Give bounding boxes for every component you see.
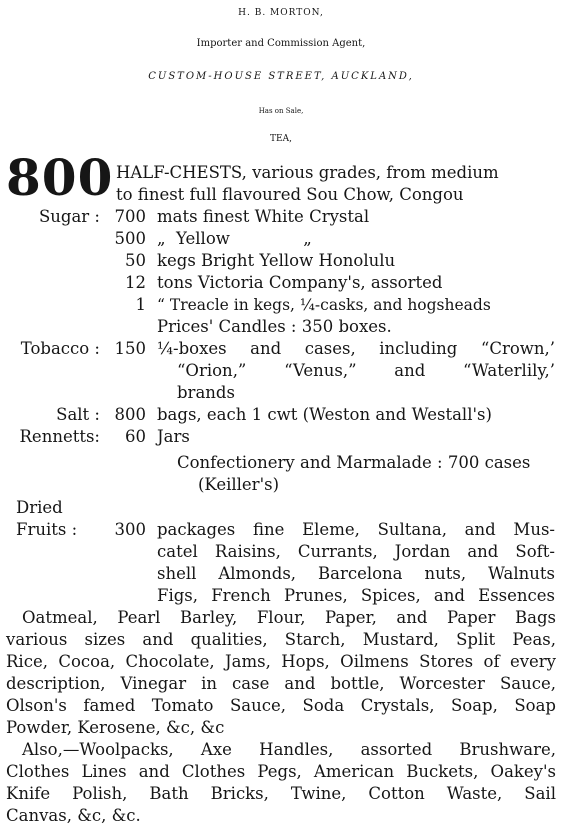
tobacco-line-3: brands: [177, 383, 235, 402]
salt-text: bags, each 1 cwt (Weston and Westall's): [157, 405, 492, 424]
dried-fruits-label-1: Dried: [16, 498, 63, 517]
tobacco-label: Tobacco :: [20, 339, 100, 358]
rennetts-qty: 60: [125, 427, 146, 446]
sugar-text-5: “ Treacle in kegs, ¼-casks, and hogsheads: [157, 296, 491, 314]
tobacco-line-2: “Orion,” “Venus,” and “Waterlily,’: [177, 361, 555, 380]
sugar-text-3: kegs Bright Yellow Honolulu: [157, 251, 396, 270]
also-line-2: Clothes Lines and Clothes Pegs, American Buckets, Oakey's: [6, 762, 556, 781]
salt-label: Salt :: [56, 405, 100, 424]
tea-quantity: 800: [6, 148, 114, 207]
oatmeal-line-3: Rice, Cocoa, Chocolate, Jams, Hops, Oilmens Stores of every: [6, 652, 556, 671]
oatmeal-line-2: various sizes and qualities, Starch, Mustard, Split Peas,: [6, 630, 556, 649]
also-line-1: Also,—Woolpacks, Axe Handles, assorted Brushware,: [22, 740, 556, 759]
merchant-title: Importer and Commission Agent,: [196, 38, 366, 49]
confectionery-line-1: Confectionery and Marmalade : 700 cases: [177, 453, 531, 472]
tea-heading: TEA,: [270, 134, 292, 144]
tea-line-2: to finest full flavoured Sou Chow, Congou: [116, 185, 464, 204]
oatmeal-line-5: Olson's famed Tomato Sauce, Soda Crystals, Soap, Soap: [6, 696, 556, 715]
oatmeal-line-4: description, Vinegar in case and bottle, Worcester Sauce,: [6, 674, 556, 693]
confectionery-line-2: (Keiller's): [198, 475, 280, 494]
sugar-qty-2: 500: [114, 229, 146, 248]
rennetts-text: Jars: [157, 427, 190, 446]
sugar-qty-5: 1: [135, 295, 146, 314]
also-line-4: Canvas, &c, &c.: [6, 806, 141, 825]
on-sale-line: Has on Sale,: [258, 107, 304, 115]
sugar-text-2: „ Yellow „: [157, 229, 312, 248]
tobacco-qty: 150: [114, 339, 146, 358]
sugar-label: Sugar :: [38, 207, 100, 226]
oatmeal-line-1: Oatmeal, Pearl Barley, Flour, Paper, and Paper Bags: [22, 608, 556, 627]
oatmeal-line-6: Powder, Kerosene, &c, &c: [6, 718, 225, 737]
also-line-3: Knife Polish, Bath Bricks, Twine, Cotton Waste, Sail: [6, 784, 556, 803]
dried-fruits-line-3: shell Almonds, Barcelona nuts, Walnuts: [157, 564, 555, 583]
dried-fruits-label-2: Fruits :: [16, 520, 78, 539]
tobacco-line-1: ¼-boxes and cases, including “Crown,’: [157, 339, 555, 358]
dried-fruits-line-1: packages fine Eleme, Sultana, and Mus-: [157, 520, 555, 539]
street-address: CUSTOM-HOUSE STREET, AUCKLAND,: [148, 71, 414, 82]
dried-fruits-qty: 300: [114, 520, 146, 539]
sugar-text-4: tons Victoria Company's, assorted: [157, 273, 443, 292]
sugar-qty-4: 12: [125, 273, 146, 292]
dried-fruits-line-2: catel Raisins, Currants, Jordan and Soft-: [157, 542, 555, 561]
sugar-qty-3: 50: [125, 251, 146, 270]
salt-qty: 800: [114, 405, 146, 424]
sugar-qty-1: 700: [114, 207, 146, 226]
dried-fruits-line-4: Figs, French Prunes, Spices, and Essences: [157, 586, 555, 605]
candles-line: Prices' Candles : 350 boxes.: [157, 317, 392, 336]
rennetts-label: Rennetts:: [19, 427, 100, 446]
tea-line-1: HALF-CHESTS, various grades, from medium: [116, 163, 499, 182]
merchant-name: H. B. MORTON,: [238, 8, 324, 18]
sugar-text-1: mats finest White Crystal: [157, 207, 370, 226]
